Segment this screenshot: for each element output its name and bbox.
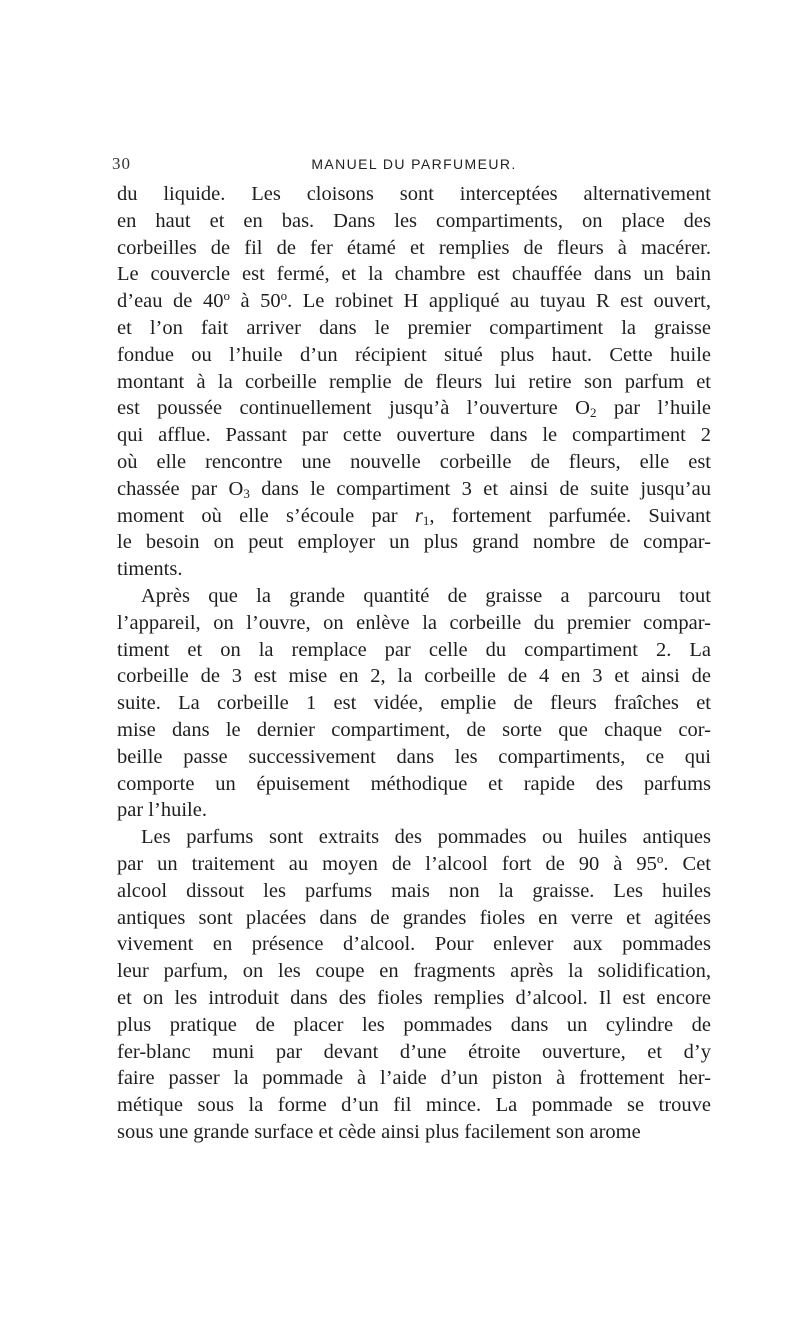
text-line: comporte un épuisement méthodique et rapide des parfums: [117, 772, 711, 795]
body-text: [117, 181, 711, 1146]
paragraph: [117, 583, 711, 824]
text-line: antiques sont placées dans de grandes fioles en verre et agitées: [117, 906, 711, 929]
text-line: qui afflue. Passant par cette ouverture dans le compartiment 2: [117, 424, 711, 447]
text-line: chassée par $O_3$ dans le compartiment 3 et ainsi de suite jusqu’au: [117, 477, 711, 501]
text-line: faire passer la pommade à l’aide d’un piston à frottement her-: [117, 1067, 711, 1090]
text-line: l’appareil, on l’ouvre, on enlève la corbeille du premier compar-: [117, 611, 711, 634]
text-line: montant à la corbeille remplie de fleurs lui retire son parfum et: [117, 370, 711, 393]
text-line: corbeilles de fil de fer étamé et remplies de fleurs à macérer.: [117, 236, 711, 259]
text-line: par l’huile.: [117, 799, 207, 822]
text-line: où elle rencontre une nouvelle corbeille de fleurs, elle est: [117, 450, 711, 473]
text-line: corbeille de 3 est mise en 2, la corbeille de 4 en 3 et ainsi de: [117, 665, 711, 688]
text-line: d’eau de 40$^o$ à 50$^o$. Le robinet H appliqué au tuyau R est ouvert,: [117, 288, 711, 313]
text-line: Après que la grande quantité de graisse a parcouru tout: [141, 584, 711, 607]
text-line: mise dans le dernier compartiment, de sorte que chaque cor-: [117, 718, 711, 741]
text-line: alcool dissout les parfums mais non la graisse. Les huiles: [117, 879, 711, 902]
running-title: MANUEL DU PARFUMEUR.: [311, 156, 517, 172]
running-head: [112, 150, 711, 180]
text-line: et l’on fait arriver dans le premier compartiment la graisse: [117, 316, 711, 339]
page-number: 30: [112, 154, 131, 173]
text-line: du liquide. Les cloisons sont interceptées alternativement: [117, 183, 711, 205]
text-line: leur parfum, on les coupe en fragments après la solidification,: [117, 960, 711, 983]
text-line: et on les introduit dans des fioles remplies d’alcool. Il est encore: [117, 986, 711, 1009]
book-page: [112, 150, 712, 1146]
text-line: plus pratique de placer les pommades dans un cylindre de: [117, 1013, 711, 1036]
text-line: beille passe successivement dans les compartiments, ce qui: [117, 745, 711, 768]
text-line: est poussée continuellement jusqu’à l’ouverture $O_2$ par l’huile: [117, 397, 711, 421]
text-line: métique sous la forme d’un fil mince. La pommade se trouve: [117, 1094, 711, 1117]
text-line: timent et on la remplace par celle du compartiment 2. La: [117, 638, 711, 661]
text-line: le besoin on peut employer un plus grand nombre de compar-: [117, 531, 711, 554]
paragraph: [117, 181, 711, 583]
text-line: Le couvercle est fermé, et la chambre est chauffée dans un bain: [117, 263, 711, 286]
text-line: vivement en présence d’alcool. Pour enlever aux pommades: [117, 933, 711, 956]
text-line: sous une grande surface et cède ainsi plus facilement son arome: [117, 1120, 641, 1143]
text-line: fer-blanc muni par devant d’une étroite ouverture, et d’y: [117, 1040, 711, 1063]
text-line: suite. La corbeille 1 est vidée, emplie de fleurs fraîches et: [117, 692, 711, 715]
paragraph: [117, 824, 711, 1146]
text-line: par un traitement au moyen de l’alcool fort de 90 à 95$^o$. Cet: [117, 850, 711, 875]
text-line: timents.: [117, 558, 183, 581]
text-line: Les parfums sont extraits des pommades ou huiles antiques: [141, 826, 711, 849]
text-line: moment où elle s’écoule par $r_1$, fortement parfumée. Suivant: [117, 504, 712, 528]
text-line: fondue ou l’huile d’un récipient situé plus haut. Cette huile: [117, 343, 711, 366]
text-line: en haut et en bas. Dans les compartiments, on place des: [117, 209, 711, 232]
